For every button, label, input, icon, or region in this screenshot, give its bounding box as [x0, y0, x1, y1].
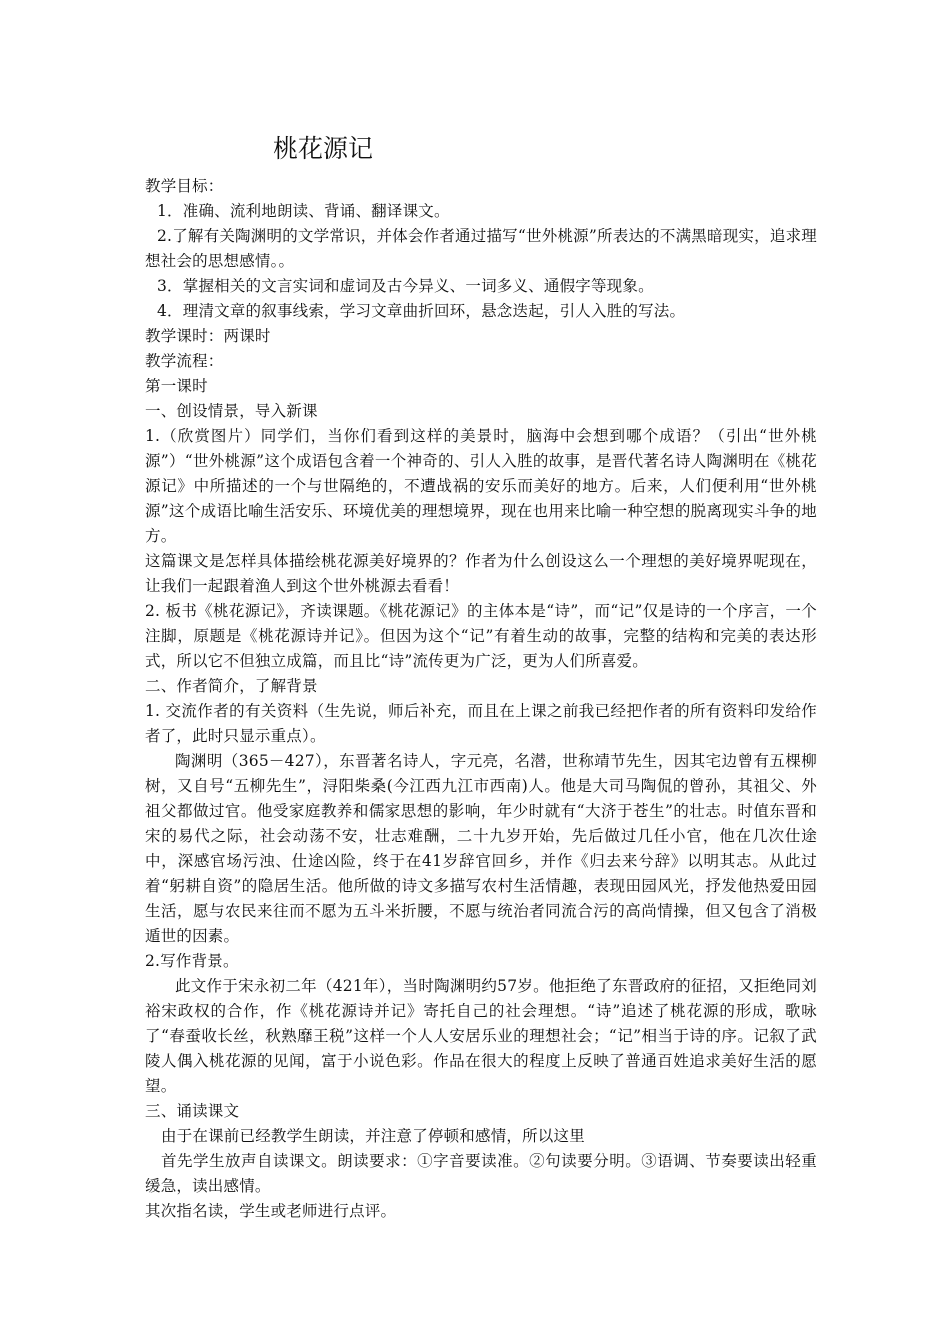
- paragraph: 3．掌握相关的文言实词和虚词及古今异义、一词多义、通假字等现象。: [157, 277, 654, 295]
- paragraph: 此文作于宋永初二年（421年），当时陶渊明约57岁。他拒绝了东晋政府的征招，又拒绝同刘裕宋政权的合作，作《桃花源诗并记》寄托自己的社会理想。“诗”追述了桃花源的形成，歌咏了“春蚕收长丝，秋熟靡王税”这样一个人人安居乐业的理想社会；“记”相当于诗的序。记叙了武陵人偶入桃花源的见闻，富于小说色彩。作品在很大的程度上反映了普通百姓追求美好生活的愿望。: [145, 977, 817, 1095]
- document-title: 桃花源记: [273, 134, 374, 163]
- paragraph: 陶渊明（365－427），东晋著名诗人，字元亮，名潜，世称靖节先生，因其宅边曾有五棵柳树，又自号“五柳先生”，浔阳柴桑(今江西九江市西南)人。他是大司马陶侃的曾孙，其祖父、外祖父都做过官。他受家庭教养和儒家思想的影响，年少时就有“大济于苍生”的壮志。时值东晋和宋的易代之际，社会动荡不安，壮志难酬，二十九岁开始，先后做过几任小官，他在几次仕途中，深感官场污浊、仕途凶险，终于在41岁辞官回乡，并作《归去来兮辞》以明其志。从此过着“躬耕自资”的隐居生活。他所做的诗文多描写农村生活情趣，表现田园风光，抒发他热爱田园生活，愿与农民来往而不愿为五斗米折腰，不愿与统治者同流合污的高尚情操，但又包含了消极遁世的因素。: [145, 752, 817, 945]
- paragraph: 1.（欣赏图片）同学们，当你们看到这样的美景时，脑海中会想到哪个成语？（引出“世外桃源”）“世外桃源”这个成语包含着一个神奇的、引人入胜的故事，是晋代著名诗人陶渊明在《桃花源记》中所描述的一个与世隔绝的，不遭战祸的安乐而美好的地方。后来，人们便利用“世外桃源”这个成语比喻生活安乐、环境优美的理想境界，现在也用来比喻一种空想的脱离现实斗争的地方。: [145, 427, 817, 545]
- paragraph: 1．准确、流利地朗读、背诵、翻译课文。: [157, 202, 450, 220]
- paragraph: 2.了解有关陶渊明的文学常识，并体会作者通过描写“世外桃源”所表达的不满黑暗现实，追求理想社会的思想感情。。: [145, 227, 817, 270]
- paragraph: 三、诵读课文: [145, 1102, 240, 1120]
- paragraph: 这篇课文是怎样具体描绘桃花源美好境界的？作者为什么创设这么一个理想的美好境界呢现在，让我们一起跟着渔人到这个世外桃源去看看！: [145, 552, 817, 595]
- paragraph: 教学课时：两课时: [145, 327, 271, 345]
- document-body: [145, 174, 817, 1224]
- paragraph: 首先学生放声自读课文。朗读要求：①字音要读准。②句读要分明。③语调、节奏要读出轻重缓急，读出感情。: [145, 1152, 817, 1195]
- paragraph: 教学流程：: [145, 352, 224, 370]
- paragraph: 一、创设情景，导入新课: [145, 402, 318, 420]
- paragraph: 其次指名读，学生或老师进行点评。: [145, 1202, 397, 1220]
- paragraph: 2.写作背景。: [145, 952, 239, 970]
- paragraph: 第一课时: [145, 377, 208, 395]
- paragraph: 教学目标：: [145, 177, 224, 195]
- paragraph: 由于在课前已经教学生朗读，并注意了停顿和感情，所以这里: [161, 1127, 585, 1145]
- paragraph: 二、作者简介，了解背景: [145, 677, 318, 695]
- document-page: [145, 130, 817, 1224]
- paragraph: 4．理清文章的叙事线索，学习文章曲折回环，悬念迭起，引人入胜的写法。: [157, 302, 686, 320]
- paragraph: 1. 交流作者的有关资料（生先说，师后补充，而且在上课之前我已经把作者的所有资料印发给作者了，此时只显示重点）。: [145, 702, 817, 745]
- paragraph: 2. 板书《桃花源记》，齐读课题。《桃花源记》的主体本是“诗”，而“记”仅是诗的一个序言，一个注脚，原题是《桃花源诗并记》。但因为这个“记”有着生动的故事，完整的结构和完美的表达形式，所以它不但独立成篇，而且比“诗”流传更为广泛，更为人们所喜爱。: [145, 602, 817, 670]
